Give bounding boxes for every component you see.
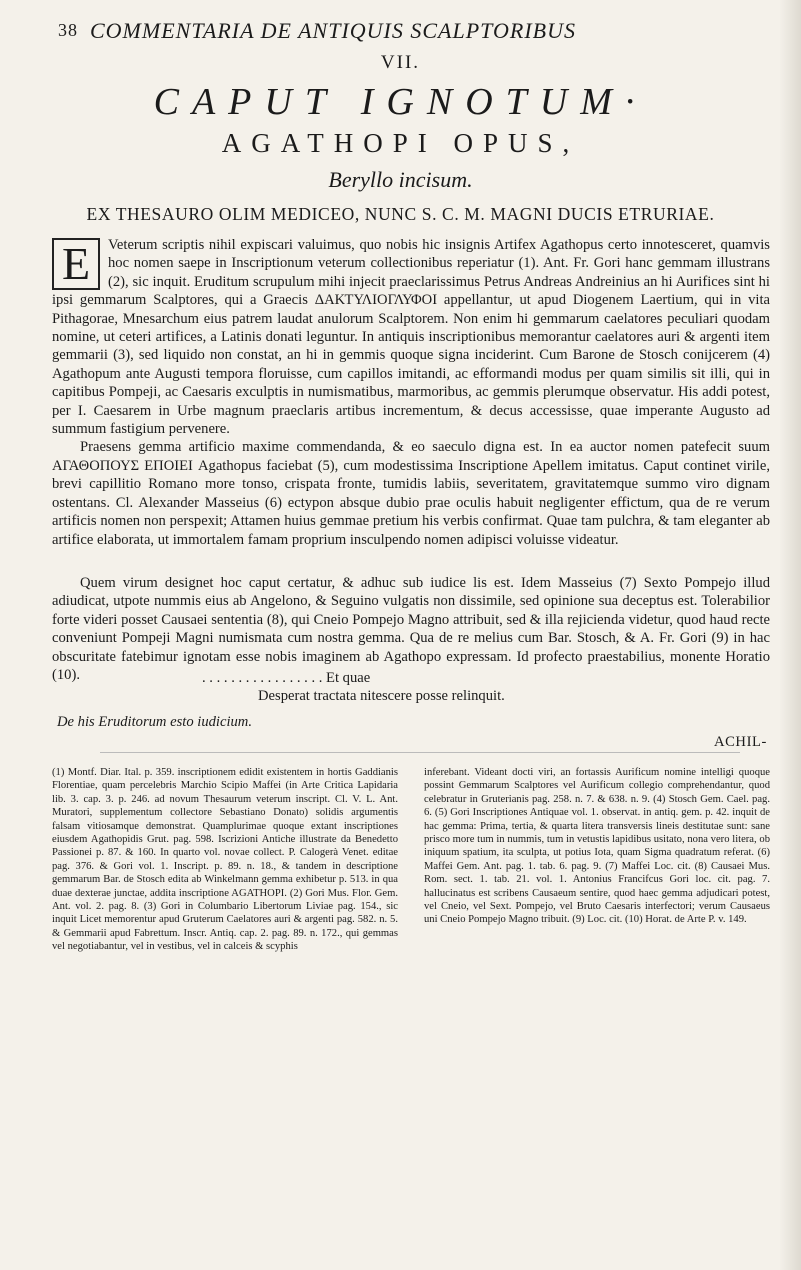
running-head — [58, 18, 758, 48]
page-number: 38 — [58, 20, 78, 40]
footnotes-right-column — [424, 766, 770, 927]
paragraph-1: Veterum scriptis nihil expiscari valuimus, quo nobis hic insignis Artifex Agathopus certo innotesceret, quamvis hoc nomen saepe in Inscriptionum veterum collectionibus reperiatur (1). Ant. Fr. Gori hanc gemmam illustrans (2), sic inquit. Eruditum scrupulum mihi injecit praeclarissimus Petrus Andreas Andreinius an hi Aurifices sint hi ipsi gemmarum Scalptores, qui a Graecis ΔΑΚΤΥΛΙΟΓΛΥΦΟΙ appellantur, ut apud Diogenem Laertium, qui in vita Pithagorae, Mnesarchum eius patrem laudat anulorum Scalptorem. Non enim hi gemmarum caelatores peculiari quodam nomine, ut ceteri artifices, a Latinis donati leguntur. In antiquis inscriptionibus memorantur caelatores auri & argenti item gemmarii (3), sed liquido non constat, an hi in gemmis quoque signa inciderint. Cum Barone de Stosch conijcerem (4) Agathopum ante Augusti tempora floruisse, cum capillos imitandi, ac efformandi modus per quam similis sit illi, qui in capitibus Pompeji, ac Caesaris exculptis in numismatibus, marmoribus, ac gemmis plerumque observatur. His addi potest, per I. Caesarem in Urbe magnum praeclaris artibus incrementum, & decus accessisse, quae imperante Augusto ad summum fastigium pervenere. — [52, 237, 770, 438]
subtitle-agathopi: AGATHOPI OPUS, — [221, 128, 580, 158]
closing-line: De his Eruditorum esto iudicium. — [57, 714, 252, 730]
subtitle-beryllo: Beryllo incisum. — [328, 167, 473, 192]
horace-quote-line-2: Desperat tractata nitescere posse relinquit. — [258, 688, 505, 704]
chapter-title: CAPUT IGNOTUM· — [153, 81, 648, 123]
horace-quote-line-1: . . . . . . . . . . . . . . . . . Et quae — [202, 670, 371, 686]
footnote-text-right: inferebant. Videant docti viri, an fortassis Aurificum nomine intelligi quoque possint Gemmarum Scalptores vel Aurificum collegio comprehendantur, quod celebratur in Gruterianis pag. 258. n. 7. & 638. n. 9. (4) Stosch Gem. Cael. pag. 6. (5) Gori Inscriptiones Antiquae vol. 1. observat. in antiq. gem. p. 42. inquit de hac gemma: Prima, tertia, & quarta litera transversis lineis destitutae sunt: sane prisco more tum in nummis, tum in vetustis lapidibus usitato, nona vero litera, ob iniquum spatium, ita sculpta, ut potius Iota, quam Sigma quadratum referat. (6) Maffei Gem. Ant. pag. 1. tab. 6. pag. 9. (7) Maffei Loc. cit. (8) Causaei Mus. Rom. sect. 1. tab. 21. vol. 1. Antonius Francifcus Gori loc. cit. pag. 7. hallucinatus est scribens Causaeum sentire, quod haec gemma adjudicari potest, vel Cneio, vel Sext. Pompejo, vel Bruto Caesaris interfectori; verum Causaeus uni Cneio Pompejo Magno tribuit. (9) Loc. cit. (10) Horat. de Arte P. v. 149. — [424, 767, 770, 926]
footnote-divider — [100, 752, 740, 753]
main-text-block — [52, 236, 770, 549]
running-title: COMMENTARIA DE ANTIQUIS SCALPTORIBUS — [90, 18, 576, 43]
footnotes-left-column — [52, 766, 398, 954]
drop-cap: E — [52, 238, 100, 290]
section-number: VII. — [380, 52, 421, 73]
footnote-text-left: (1) Montf. Diar. Ital. p. 359. inscriptionem edidit existentem in hortis Gaddianis Florentiae, quam percelebris Marchio Scipio Maffei (in Arte Critica Lapidaria lib. 3. cap. 3. p. 246. ad novum Thesaurum veterum inscript. Cl. V. L. Ant. Muratori, supplementum collectore Sebastiano Donato) solidis argumentis falsam vitiosamque demonstrat. Quamplurimae quoque extant inscriptiones eiusdem Agathopidis Grut. pag. 598. Iscrizioni Antiche illustrate da Benedetto Passionei p. 87. & 160. In quarto vol. novae collect. P. Calogerà Venet. editae pag. 376. & Gori vol. 1. Inscript. p. 89. n. 18., & tandem in descriptione gemmarum Bar. de Stosch edita ab Winkelmann gemma exhibetur p. 513. in qua duae dexterae junctae, addita inscriptione AGATHOPI. (2) Gori Mus. Flor. Gem. Ant. vol. 2. pag. 8. (3) Gori in Columbario Libertorum Liviae pag. 154., sic inquit Licet memorentur apud Gruterum Caelatores auri & argenti pag. 582. n. 5. & Gemmarii apud Fabrettum. Inscr. Antiq. cap. 2. pag. 89. n. 172., qui gemmas vel negotiabantur, vel in vestibus, vel in calceis & scyphis — [52, 767, 398, 953]
provenance-line: EX THESAURO OLIM MEDICEO, NUNC S. C. M. MAGNI DUCIS ETRURIAE. — [86, 204, 715, 224]
main-text-block-2 — [52, 574, 770, 684]
paragraph-2: Praesens gemma artificio maxime commendanda, & eo saeculo digna est. In ea auctor nomen patefecit suum ΑΓΑΘΟΠΟΥΣ ΕΠΟΙΕΙ Agathopus faciebat (5), cum modestissima Inscriptione Apellem imitatus. Caput continet virile, brevi capillitio Romano more tonso, crispata fronte, tumidis labiis, severitatem, gravitatemque summo viro dignam ostentans. Cl. Alexander Masseius (6) ectypon absque dubio prae oculis habuit negligenter effictum, qua de re verum artificis nomen non perspexit; Attamen huius gemmae pretium his verbis confirmat. Quae tam pulchra, & tam eleganter ab artifice elaborata, ut immortalem famam proprium insculpendo nomen adipisci voluisse videatur. — [52, 439, 770, 548]
paragraph-3: Quem virum designet hoc caput certatur, & adhuc sub iudice lis est. Idem Masseius (7) Sexto Pompejo illud adiudicat, utpote nummis eius ab Angelono, & Seguino vulgatis non dissimile, sed opinione sua deceptus est. Tolerabilior forte videri posset Causaei sententia (8), qui Cneio Pompejo Magno attribuit, sed & illa rejicienda videtur, quod haud recte conveniunt Pompeji Magni numismata cum nostra gemma. Qua de re melius cum Bar. Stosch, & A. Fr. Gori (9) in hac obscuritate fatebimur ignotam esse nobis imaginem ab Agathopo expressam. Id profecto praestabilius, monente Horatio (10). — [52, 575, 770, 684]
catchword: ACHIL- — [713, 734, 767, 750]
